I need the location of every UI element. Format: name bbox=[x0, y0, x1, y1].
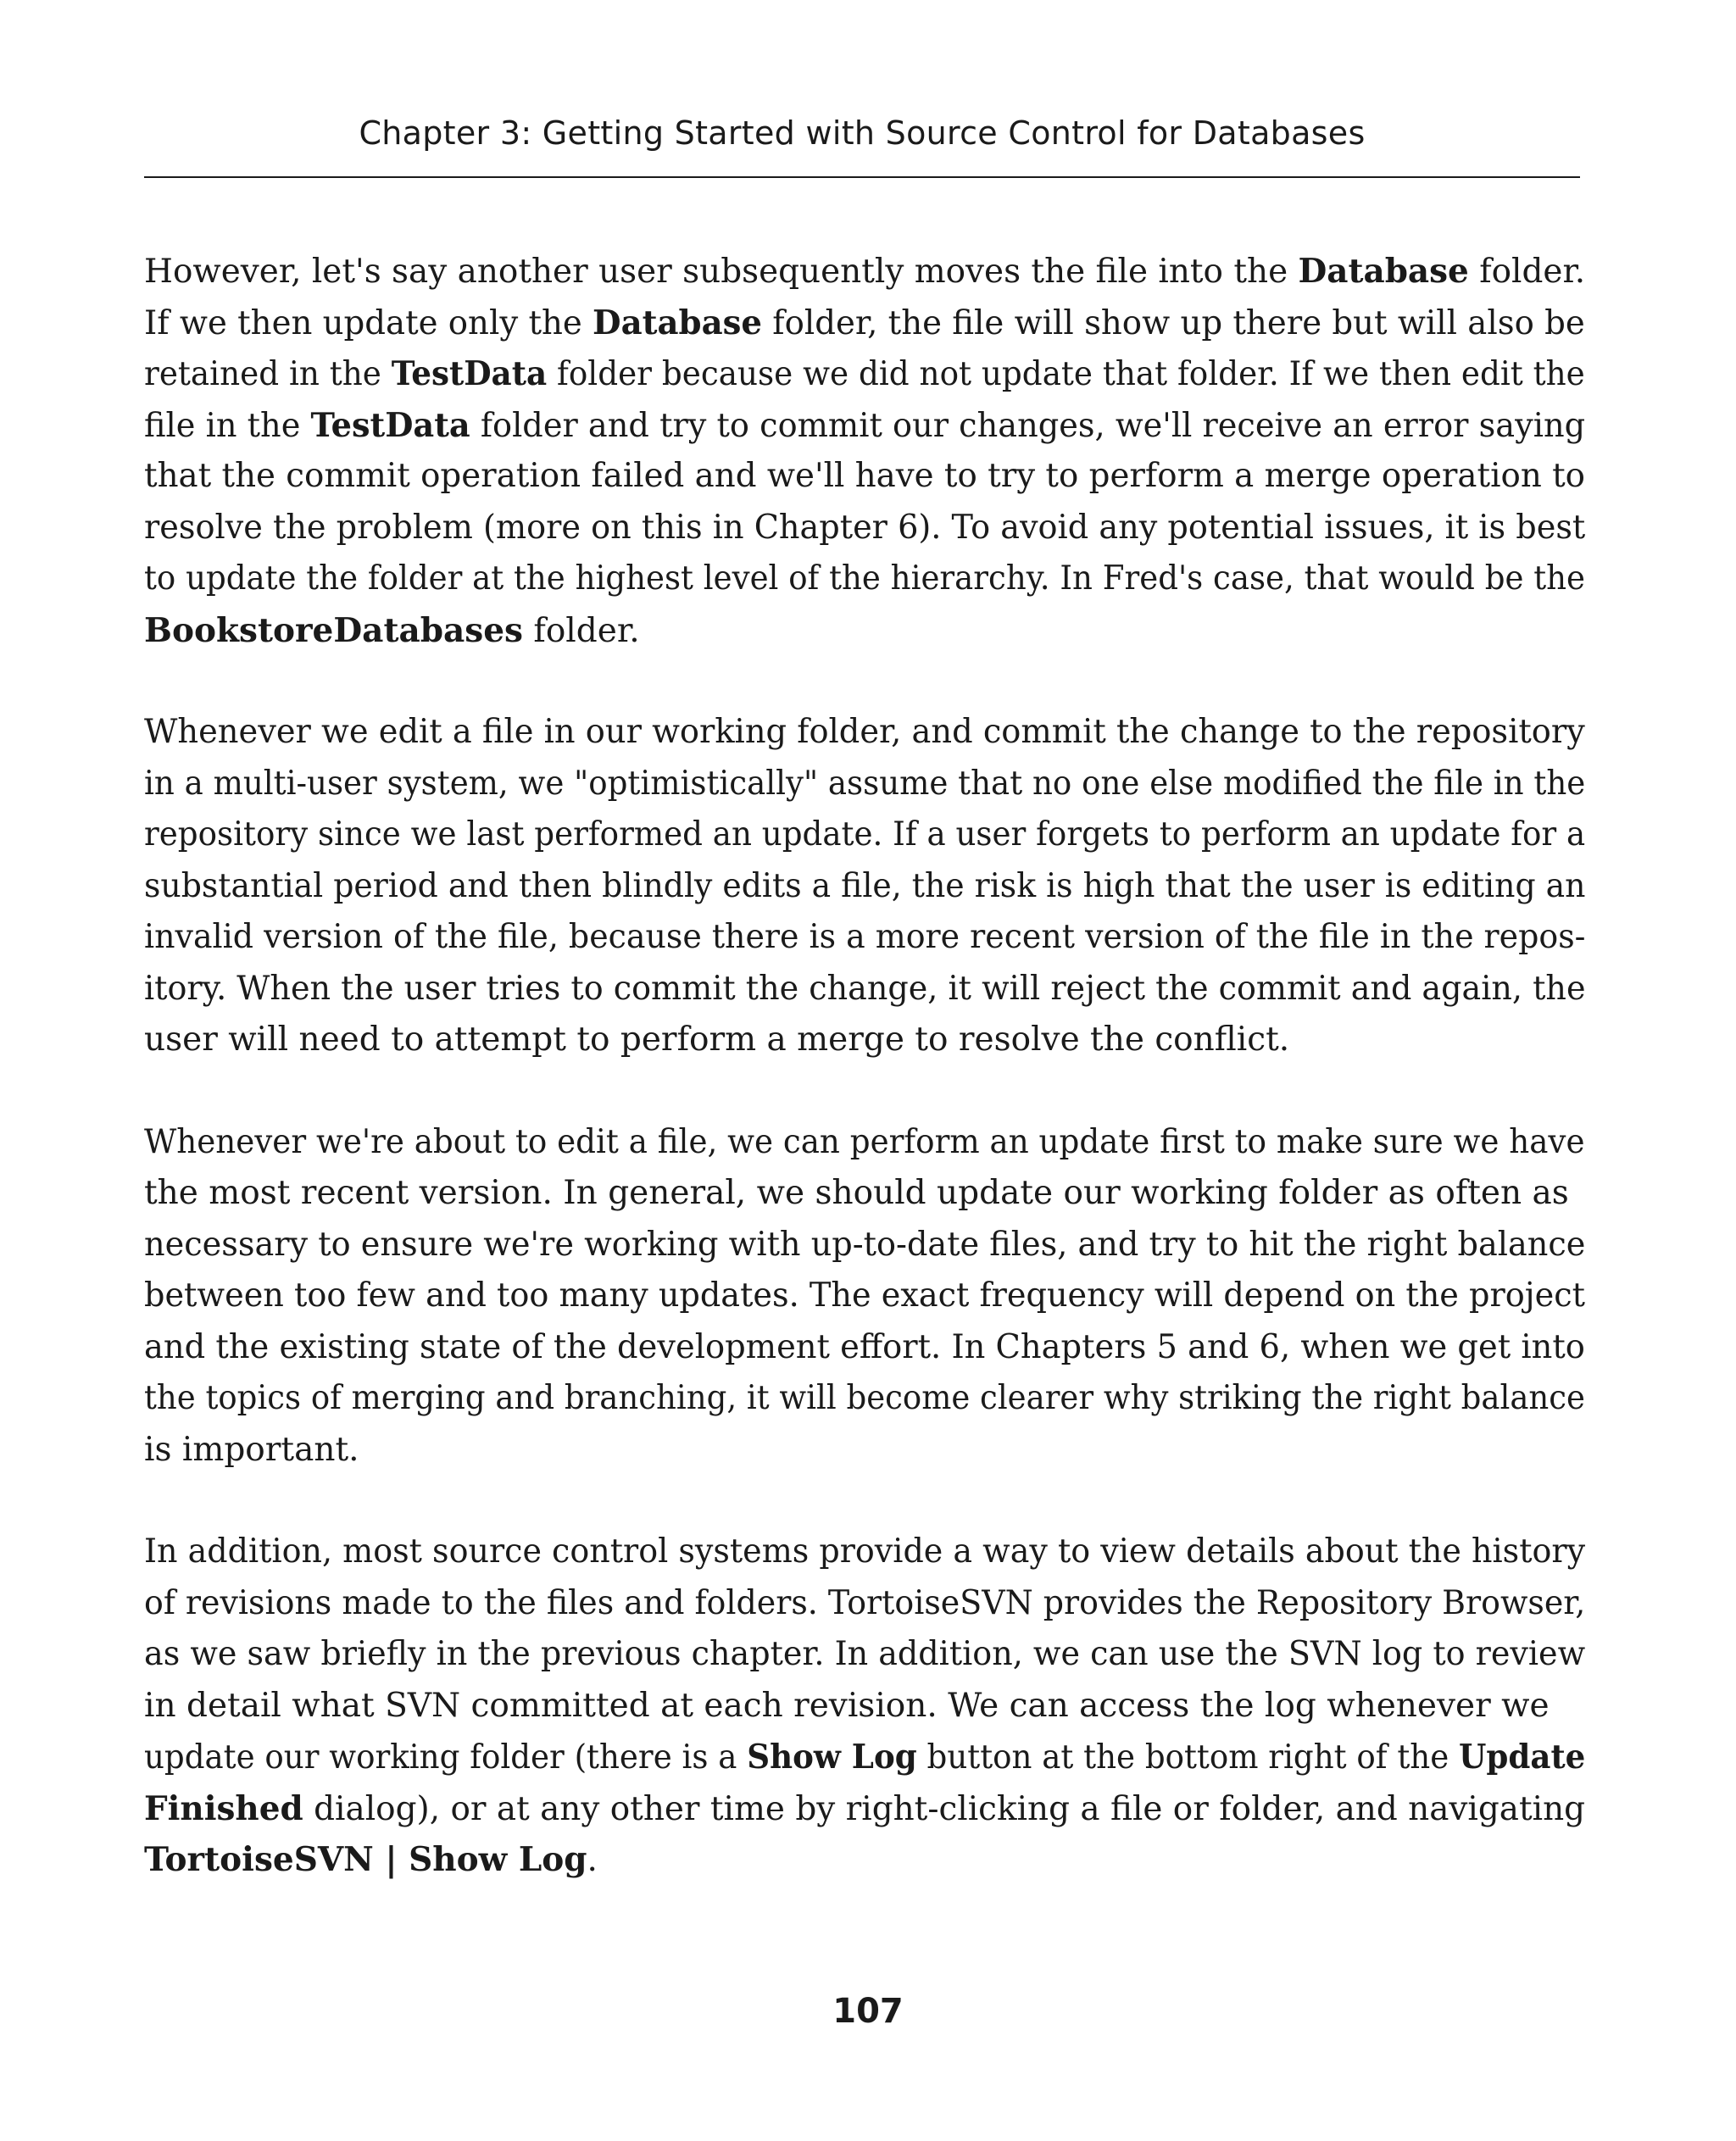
text-line bbox=[144, 809, 1586, 861]
text-line bbox=[144, 964, 1586, 1015]
text-line bbox=[144, 1681, 1585, 1732]
header-divider bbox=[144, 176, 1580, 178]
text-run: as we saw briefly in the previous chapter. In addition, we can use the SVN log to review bbox=[144, 1635, 1586, 1673]
text-run: resolve the problem (more on this in Chapter 6). To avoid any potential issues, it is best bbox=[144, 508, 1586, 547]
text-run: the topics of merging and branching, it will become clearer why striking the right balance bbox=[144, 1379, 1585, 1417]
text-run: that the commit operation failed and we'll have to try to perform a merge operation to bbox=[144, 457, 1586, 495]
text-line bbox=[144, 553, 1586, 605]
text-line bbox=[144, 1834, 1585, 1886]
text-line bbox=[144, 503, 1586, 554]
text-run: button at the bottom right of the bbox=[916, 1738, 1460, 1777]
text-run: folder. bbox=[523, 611, 640, 650]
text-line bbox=[144, 759, 1586, 810]
bold-term: BookstoreDatabases bbox=[144, 610, 523, 650]
text-line bbox=[144, 348, 1585, 400]
text-run: . bbox=[587, 1841, 598, 1879]
text-line bbox=[144, 1425, 1585, 1476]
text-run: folder and try to commit our changes, we'll receive an error saying bbox=[470, 406, 1586, 445]
bold-term: TortoiseSVN | Show Log bbox=[144, 1840, 587, 1879]
paragraph bbox=[144, 1117, 1585, 1476]
bold-term: TestData bbox=[310, 405, 470, 445]
page-header: Chapter 3: Getting Started with Source Control for Databases bbox=[359, 114, 1366, 152]
text-line bbox=[144, 1015, 1585, 1066]
bold-term: TestData bbox=[391, 354, 548, 393]
paragraph bbox=[144, 707, 1585, 1066]
text-run: user will need to attempt to perform a merge to resolve the conflict. bbox=[144, 1020, 1290, 1059]
text-line bbox=[144, 451, 1586, 503]
text-run: Whenever we're about to edit a file, we can perform an update first to make sure we have bbox=[144, 1122, 1585, 1161]
text-run: If we then update only the bbox=[144, 303, 593, 342]
text-line bbox=[144, 707, 1585, 759]
text-run: the most recent version. In general, we should update our working folder as often as bbox=[144, 1174, 1569, 1212]
text-run: retained in the bbox=[144, 355, 392, 393]
text-line bbox=[144, 246, 1586, 298]
text-line bbox=[144, 1322, 1585, 1374]
text-run: itory. When the user tries to commit the change, it will reject the commit and again, the bbox=[144, 969, 1586, 1008]
text-run: in detail what SVN committed at each revision. We can access the log whenever we bbox=[144, 1686, 1550, 1725]
page-number: 107 bbox=[832, 1992, 904, 2031]
body-text bbox=[144, 246, 1585, 1937]
text-run: to update the folder at the highest level of the hierarchy. In Fred's case, that would be the bbox=[144, 559, 1586, 598]
text-run: necessary to ensure we're working with up-to-date files, and try to hit the right balance bbox=[144, 1225, 1586, 1264]
text-line bbox=[144, 1220, 1586, 1271]
text-run: and the existing state of the development effort. In Chapters 5 and 6, when we get into bbox=[144, 1327, 1585, 1366]
text-run: folder. bbox=[1468, 253, 1586, 291]
text-line bbox=[144, 298, 1585, 349]
text-run: invalid version of the file, because there is a more recent version of the file in the repos- bbox=[144, 918, 1586, 956]
bold-term: Show Log bbox=[747, 1738, 917, 1777]
text-run: update our working folder (there is a bbox=[144, 1738, 748, 1777]
text-run: In addition, most source control systems provide a way to view details about the history bbox=[144, 1532, 1586, 1571]
text-run: However, let's say another user subsequently moves the file into the bbox=[144, 253, 1299, 291]
paragraph bbox=[144, 246, 1585, 656]
text-line bbox=[144, 1629, 1586, 1681]
bold-term: Database bbox=[1298, 252, 1469, 291]
bold-term: Database bbox=[593, 303, 762, 342]
bold-term: Finished bbox=[144, 1788, 303, 1828]
paragraph bbox=[144, 1527, 1585, 1886]
bold-term: Update bbox=[1459, 1738, 1586, 1777]
text-run: Whenever we edit a file in our working folder, and commit the change to the repository bbox=[144, 713, 1585, 751]
text-line bbox=[144, 400, 1586, 452]
text-line bbox=[144, 861, 1586, 913]
text-line bbox=[144, 1373, 1585, 1425]
text-run: substantial period and then blindly edits a file, the risk is high that the user is editing an bbox=[144, 866, 1586, 905]
text-line bbox=[144, 1732, 1586, 1783]
text-run: dialog), or at any other time by right-clicking a file or folder, and navigating bbox=[303, 1789, 1586, 1828]
text-line bbox=[144, 1271, 1585, 1322]
text-line bbox=[144, 912, 1586, 964]
text-run: repository since we last performed an update. If a user forgets to perform an update for a bbox=[144, 815, 1586, 854]
text-run: is important. bbox=[144, 1430, 359, 1469]
text-line bbox=[144, 1578, 1586, 1630]
text-line bbox=[144, 1527, 1586, 1578]
text-run: folder, the file will show up there but will also be bbox=[761, 303, 1585, 342]
text-line bbox=[144, 1117, 1585, 1169]
text-run: folder because we did not update that folder. If we then edit the bbox=[547, 355, 1585, 393]
text-run: file in the bbox=[144, 406, 311, 445]
text-run: in a multi-user system, we "optimistically" assume that no one else modified the file in the bbox=[144, 764, 1586, 803]
text-line bbox=[144, 1168, 1585, 1220]
text-line bbox=[144, 605, 1585, 657]
text-run: of revisions made to the files and folders. TortoiseSVN provides the Repository Browser, bbox=[144, 1583, 1586, 1622]
text-run: between too few and too many updates. The exact frequency will depend on the project bbox=[144, 1276, 1585, 1315]
text-line bbox=[144, 1783, 1586, 1835]
